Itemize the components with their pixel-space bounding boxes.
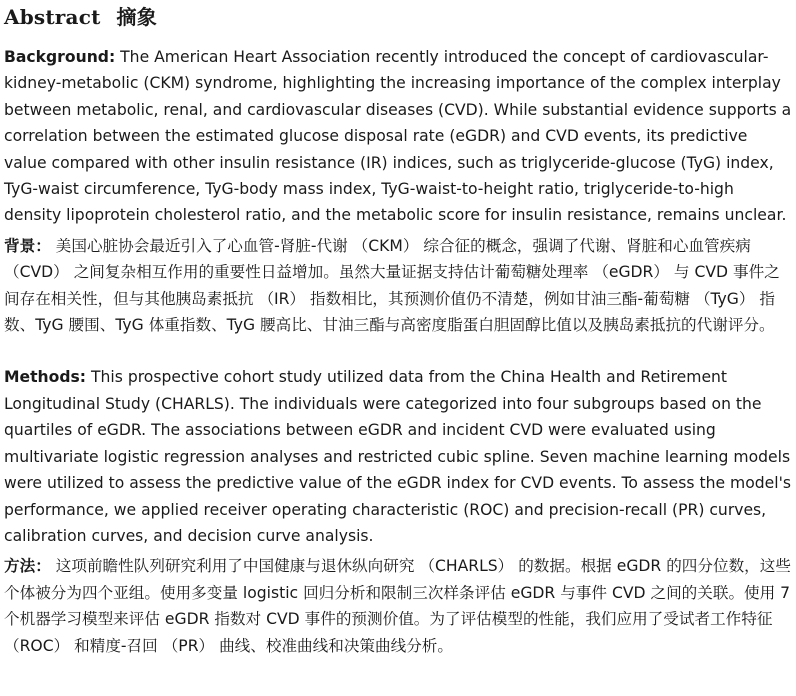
background-paragraph-zh [4,233,792,339]
methods-label-en: Methods: [4,368,87,387]
background-paragraph-en [4,44,792,229]
methods-label-zh: 方法： [4,557,51,576]
methods-paragraph-zh [4,553,792,659]
background-label-en: Background: [4,48,116,66]
abstract-page [0,2,796,696]
methods-paragraph-en [4,364,792,549]
methods-text-zh: 这项前瞻性队列研究利用了中国健康与退休纵向研究 （CHARLS） 的数据。根据 eGDR 的四分位数，这些个体被分为四个亚组。使用多变量 logistic 回归分析和限制三次样条评估 eGDR 与事件 CVD 之间的关联。使用 7 个机器学习模型来评估 eGDR 指数对 CVD 事件的预测价值。为了评估模型的性能，我们应用了受试者工作特征 （ROC） 和精度-召回 （PR） 曲线、校准曲线和决策曲线分析。 [4,557,791,655]
abstract-title-en: Abstract [4,5,101,29]
abstract-heading [4,2,792,30]
background-label-zh: 背景： [4,236,51,255]
background-text-en: The American Heart Association recently introduced the concept of cardiovascular-kidney-metabolic (CKM) syndrome, highlighting the increasing importance of the complex interplay between metabolic, renal, and cardiovascular diseases (CVD). While substantial evidence supports a correlation between the estimated glucose disposal rate (eGDR) and CVD events, its predictive value compared with other insulin resistance (IR) indices, such as triglyceride-glucose (TyG) index, TyG-waist circumference, TyG-body mass index, TyG-waist-to-height ratio, triglyceride-to-high density lipoprotein cholesterol ratio, and the metabolic score for insulin resistance, remains unclear. [4,48,792,225]
background-text-zh: 美国心脏协会最近引入了心血管-肾脏-代谢 （CKM） 综合征的概念，强调了代谢、肾脏和心血管疾病 （CVD） 之间复杂相互作用的重要性日益增加。虽然大量证据支持估计葡萄糖处理率 （eGDR） 与 CVD 事件之间存在相关性，但与其他胰岛素抵抗 （IR） 指数相比，其预测价值仍不清楚，例如甘油三酯-葡萄糖 （TyG） 指数、TyG 腰围、TyG 体重指数、TyG 腰高比、甘油三酯与高密度脂蛋白胆固醇比值以及胰岛素抵抗的代谢评分。 [4,236,780,335]
abstract-title-zh: 摘象 [116,5,157,29]
methods-text-en: This prospective cohort study utilized data from the China Health and Retirement Longitudinal Study (CHARLS). The individuals were categorized into four subgroups based on the quartiles of eGDR. The associations between eGDR and incident CVD were evaluated using multivariate logistic regression analyses and restricted cubic spline. Seven machine learning models were utilized to assess the predictive value of the eGDR index for CVD events. To assess the model's performance, we applied receiver operating characteristic (ROC) and precision-recall (PR) curves, calibration curves, and decision curve analysis. [4,368,791,545]
